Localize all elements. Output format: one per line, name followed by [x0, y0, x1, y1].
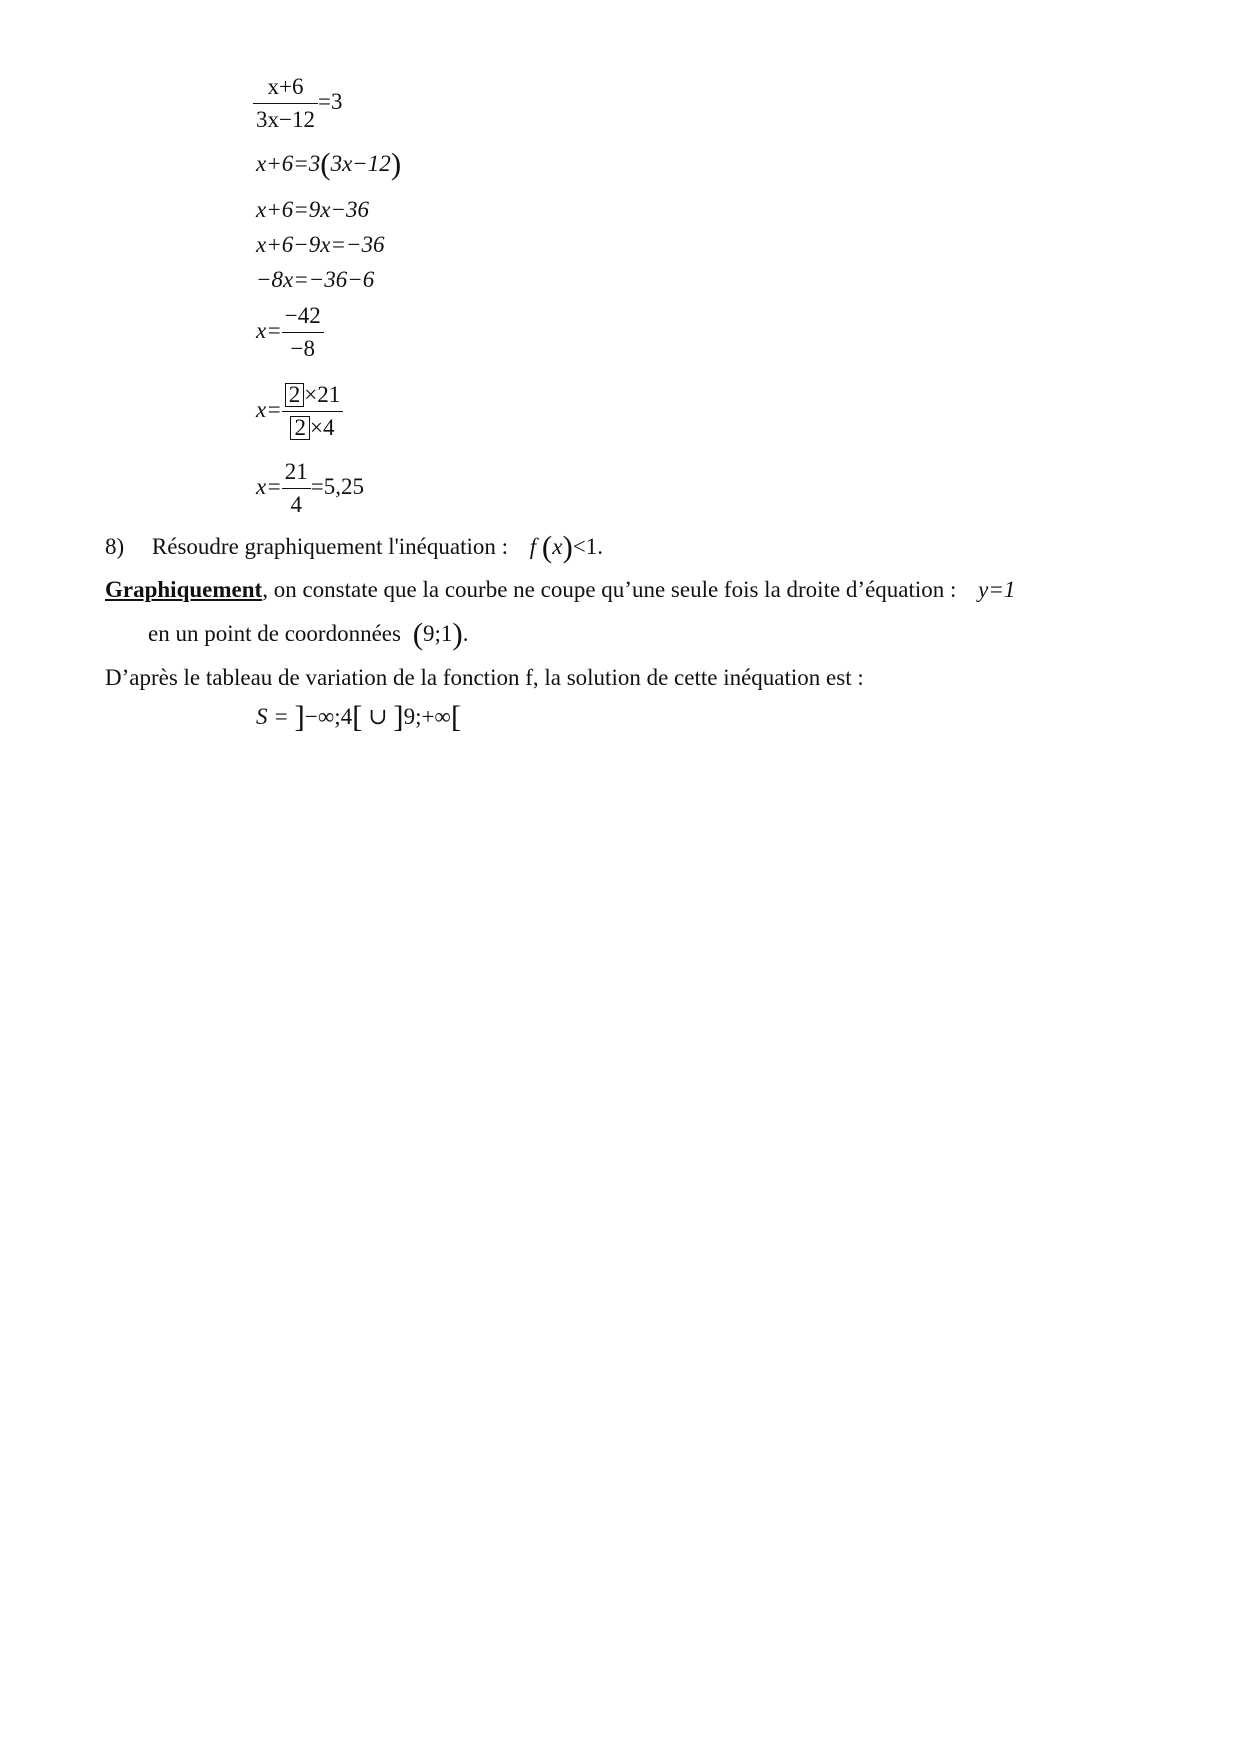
answer-text: D’après le tableau de variation de la fonction f, la solution de cette inéquation est : — [105, 665, 864, 690]
calc-step-7 — [256, 382, 343, 441]
heading-graphiquement: Graphiquement — [105, 577, 263, 602]
paren-close: ) — [390, 146, 402, 181]
rhs: =3 — [317, 88, 343, 114]
numerator — [282, 382, 343, 412]
answer-line-2 — [148, 616, 469, 651]
lhs: x= — [256, 473, 282, 499]
inner: 3x−12 — [330, 151, 391, 176]
question-8 — [105, 529, 604, 564]
fraction — [282, 382, 343, 441]
calc-step-4 — [256, 231, 385, 259]
function-f: f — [529, 534, 537, 559]
fraction — [282, 459, 311, 518]
lhs: x= — [256, 317, 282, 343]
solution-label: S = — [256, 704, 289, 729]
rhs: =5,25 — [310, 473, 364, 499]
boxed-factor: 2 — [290, 416, 310, 440]
answer-text: , on constate que la courbe ne coupe qu’une seule fois la droite d’équation : — [262, 577, 957, 602]
period: . — [462, 621, 469, 646]
line-equation: y=1 — [978, 577, 1016, 602]
calc-step-3 — [256, 196, 369, 224]
denominator — [282, 412, 343, 441]
paren-open: ( — [412, 616, 424, 651]
interval-1: −∞;4 — [304, 704, 353, 729]
lhs: x= — [256, 396, 282, 422]
bracket: ] — [294, 699, 305, 734]
equation: x+6=9x−36 — [256, 197, 369, 222]
inequation-rest: <1. — [572, 534, 604, 559]
interval-2: 9;+∞ — [403, 704, 451, 729]
fraction — [253, 74, 318, 133]
equation: x+6−9x=−36 — [256, 232, 385, 257]
numerator: 21 — [282, 459, 311, 489]
union-symbol: ∪ — [362, 704, 394, 729]
denominator: 4 — [290, 492, 302, 517]
lhs: x+6=3 — [256, 151, 321, 176]
paren-close: ) — [452, 616, 463, 651]
paren-close: ) — [562, 529, 573, 564]
denominator-rest: ×4 — [309, 415, 335, 440]
coordinates: 9;1 — [423, 621, 453, 646]
denominator: 3x−12 — [256, 107, 315, 132]
answer-line-1 — [105, 576, 1015, 604]
variable-x: x — [552, 534, 563, 559]
inequation — [529, 529, 604, 564]
denominator: −8 — [290, 336, 315, 361]
solution-set — [256, 699, 462, 734]
calc-step-8 — [256, 459, 364, 518]
calc-step-5 — [256, 266, 374, 294]
answer-text: en un point de coordonnées — [148, 621, 401, 646]
answer-line-3 — [105, 664, 864, 692]
calc-step-1 — [253, 74, 342, 133]
calc-step-6 — [256, 303, 324, 362]
equation: −8x=−36−6 — [256, 267, 375, 292]
numerator: x+6 — [253, 74, 318, 104]
question-text: Résoudre graphiquement l'inéquation : — [151, 534, 509, 559]
calc-step-2 — [256, 146, 402, 181]
boxed-factor: 2 — [285, 383, 305, 407]
paren-open: ( — [320, 146, 331, 181]
bracket: [ — [352, 699, 363, 734]
numerator-rest: ×21 — [304, 382, 341, 407]
bracket: ] — [393, 699, 404, 734]
bracket: [ — [450, 699, 462, 734]
paren-open: ( — [541, 529, 553, 564]
fraction — [282, 303, 324, 362]
question-number: 8) — [105, 534, 125, 559]
numerator: −42 — [282, 303, 324, 333]
